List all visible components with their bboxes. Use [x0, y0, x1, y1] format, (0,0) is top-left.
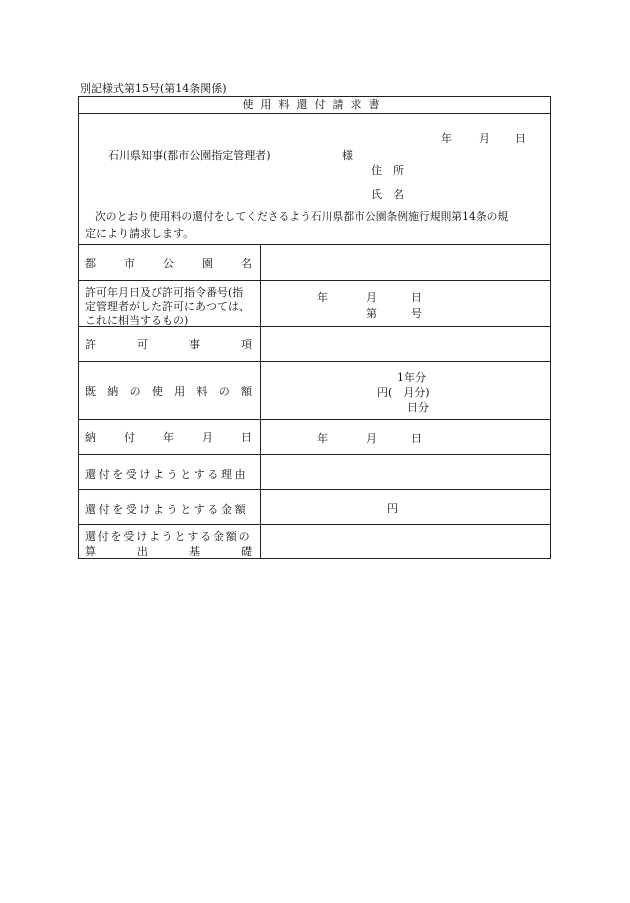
label-line: 定管理者がした許可にあつては、 — [85, 300, 250, 313]
label-text: 還付を受けようとする理由 — [85, 468, 249, 481]
date-day: 日 — [515, 132, 526, 145]
refund-reason-label — [79, 455, 261, 489]
date-year: 年 — [441, 132, 452, 145]
label-char: 納 — [85, 431, 96, 444]
value-per-month: 円( 月分) — [377, 386, 430, 399]
row-permit-date-number — [79, 281, 550, 327]
form-title: 使用料還付請求書 — [79, 97, 550, 114]
value-month: 月 — [366, 432, 377, 445]
name-label: 氏 名 — [371, 188, 404, 201]
label-char: 日 — [241, 431, 252, 444]
payment-date-value[interactable] — [261, 420, 550, 454]
value-month: 月 — [366, 291, 377, 304]
body-line-1: 次のとおり使用料の還付をしてくださるよう石川県都市公園条例施行規則第14条の規 — [95, 210, 509, 223]
label-char: 事 — [189, 338, 200, 351]
refund-amount-value[interactable] — [261, 490, 550, 524]
label-line: 許可年月日及び許可指令番号(指 — [85, 286, 244, 299]
label-line: これに相当するもの) — [85, 314, 189, 327]
form-caption: 別記様式第15号(第14条関係) — [80, 82, 227, 95]
permit-date-number-label — [79, 281, 261, 326]
label-char: 礎 — [241, 545, 252, 558]
body-line-2: 定により請求します。 — [85, 227, 195, 240]
date-month: 月 — [479, 132, 490, 145]
label-char: 用 — [174, 384, 186, 398]
form-header — [79, 114, 550, 245]
permit-date-number-value[interactable] — [261, 281, 550, 326]
row-park-name — [79, 245, 550, 281]
label-text: 還付を受けようとする金額 — [85, 503, 249, 516]
row-paid-fee — [79, 362, 550, 420]
value-per-day: 日分 — [407, 401, 429, 414]
label-char: 年 — [163, 431, 174, 444]
label-char: 基 — [189, 545, 200, 558]
label-char: 許 — [85, 338, 96, 351]
address-label: 住 所 — [371, 164, 404, 177]
label-justified-line — [85, 543, 252, 559]
label-char: 納 — [107, 384, 119, 398]
honorific: 様 — [342, 149, 353, 162]
label-char: 名 — [241, 256, 252, 270]
refund-request-form — [78, 96, 551, 559]
row-permit-matters — [79, 327, 550, 362]
value-year: 年 — [317, 432, 328, 445]
value-per-year: 1年分 — [397, 371, 426, 384]
value-dai: 第 — [366, 307, 377, 320]
value-yen: 円 — [387, 502, 398, 515]
park-name-value[interactable] — [261, 245, 550, 280]
permit-matters-label — [79, 327, 261, 361]
row-refund-amount — [79, 490, 550, 525]
label-char: の — [218, 384, 230, 398]
label-char: の — [129, 384, 141, 398]
permit-matters-value[interactable] — [261, 327, 550, 361]
payment-date-label — [79, 420, 261, 454]
label-char: 月 — [202, 431, 213, 444]
label-char: 可 — [137, 338, 148, 351]
label-char: 項 — [241, 338, 252, 351]
calculation-basis-value[interactable] — [261, 525, 550, 558]
addressee: 石川県知事(都市公園指定管理者) — [108, 149, 271, 162]
label-char: 都 — [85, 256, 96, 270]
label-char: 付 — [124, 431, 135, 444]
label-char: 料 — [196, 384, 208, 398]
row-payment-date — [79, 420, 550, 455]
label-line: 還付を受けようとする金額の — [85, 530, 252, 543]
refund-amount-label — [79, 490, 261, 524]
label-char: 出 — [137, 545, 148, 558]
value-day: 日 — [411, 432, 422, 445]
label-char: 額 — [240, 384, 252, 398]
label-char: 園 — [202, 256, 213, 270]
label-char: 公 — [163, 256, 174, 270]
paid-fee-label — [79, 362, 261, 419]
calculation-basis-label — [79, 525, 261, 558]
paid-fee-value[interactable] — [261, 362, 550, 419]
value-day: 日 — [411, 291, 422, 304]
label-char: 算 — [85, 545, 96, 558]
refund-reason-value[interactable] — [261, 455, 550, 489]
row-calculation-basis — [79, 525, 550, 558]
value-gou: 号 — [411, 307, 422, 320]
row-refund-reason — [79, 455, 550, 490]
label-char: 市 — [124, 256, 135, 270]
park-name-label — [79, 245, 261, 280]
value-year: 年 — [317, 291, 328, 304]
label-char: 使 — [151, 384, 163, 398]
label-char: 既 — [85, 384, 96, 398]
